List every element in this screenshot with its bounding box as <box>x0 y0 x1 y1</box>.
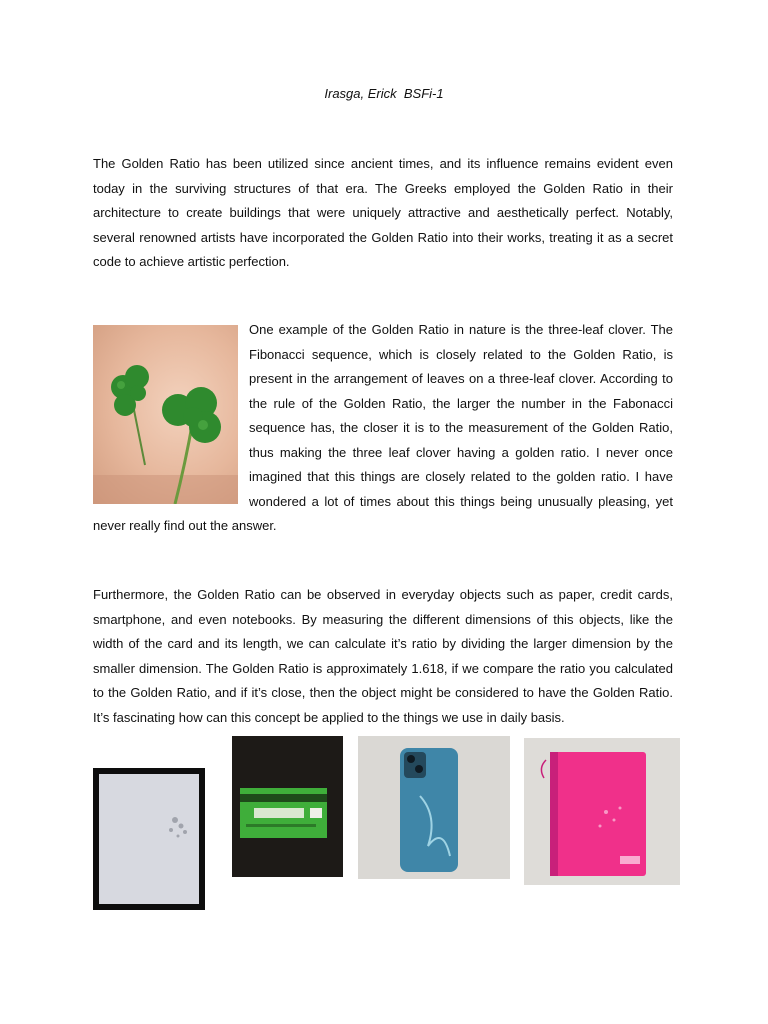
phone-photo <box>358 736 510 879</box>
clover-illustration <box>93 325 238 504</box>
objects-paragraph: Furthermore, the Golden Ratio can be observed in everyday objects such as paper, credit cards, smartphone, and even notebooks. By measuring the different dimensions of this objects, like the width of the card and its length, we can calculate it’s ratio by dividing the larger dimension by the smaller dimension. The Golden Ratio is approximately 1.618, if we compare the ratio you calculated to the Golden Ratio, and if it’s close, then the object might be considered to have the Golden Ratio. It’s fascinating how can this concept be applied to the things we use in daily basis. <box>93 587 673 725</box>
notebook-photo <box>524 738 680 885</box>
clover-photo <box>93 325 238 504</box>
author-line: Irasga, Erick BSFi-1 <box>324 86 444 101</box>
clover-section <box>93 318 673 539</box>
intro-paragraph: The Golden Ratio has been utilized since ancient times, and its influence remains evident even today in the surviving structures of that era. The Greeks employed the Golden Ratio in their architecture to create buildings that were uniquely attractive and aesthetically perfect. Notably, several renowned artists have incorporated the Golden Ratio into their works, treating it as a secret code to achieve artistic perfection. <box>93 156 673 269</box>
clover-paragraph: One example of the Golden Ratio in nature is the three-leaf clover. The Fibonacci sequence, which is closely related to the Golden Ratio, is present in the arrangement of leaves on a three-leaf clover. According to the rule of the Golden Ratio, the larger the number in the Fabonacci sequence has, the closer it is to the measurement of the Golden Ratio, thus making the three leaf clover having a golden ratio. I never once imagined that this things are closely related to the golden ratio. I have wondered a lot of times about this things being unusually pleasing, yet never really find out the answer. <box>93 322 673 533</box>
paper-photo <box>93 768 205 910</box>
card-photo <box>232 736 343 877</box>
